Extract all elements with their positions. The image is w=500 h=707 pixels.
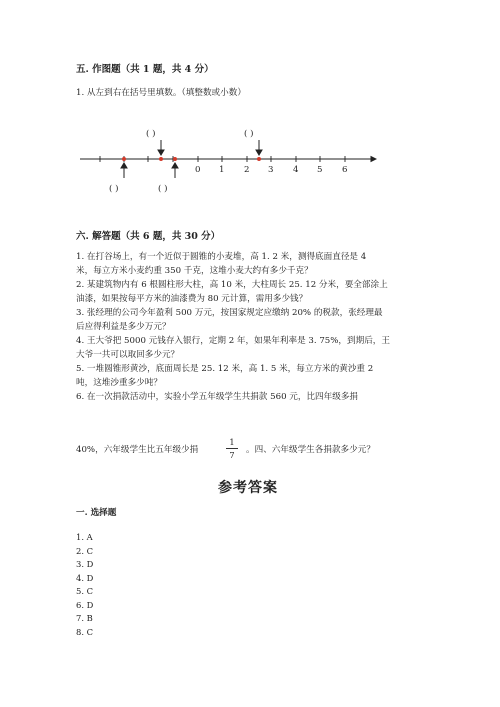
axis-label-0: 0 — [195, 165, 201, 175]
section5-question: 1. 从左到右在括号里填数。（填整数或小数） — [76, 88, 246, 98]
answer-blank-bottom-left: ( ) — [109, 184, 119, 194]
answers-subheading: 一. 选择题 — [76, 508, 117, 518]
axis-label-4: 4 — [293, 165, 299, 175]
problem-line-2: 米，每立方米小麦约重 350 千克，这堆小麦大约有多少千克？ — [76, 266, 313, 276]
answer-item-2: 2. C — [76, 545, 94, 556]
answer-item-4: 4. D — [76, 572, 94, 583]
answer-blank-top-right: ( ) — [244, 129, 254, 139]
answer-item-3: 3. D — [76, 559, 94, 569]
problem-line-6: 后应得利益是多少万元？ — [76, 322, 171, 332]
answer-item-8: 8. C — [76, 626, 94, 637]
fraction-denominator: 7 — [229, 450, 235, 460]
fraction-one-seventh — [226, 437, 238, 460]
problem-line-5: 3. 张经理的公司今年盈利 500 万元，按国家规定应缴纳 20% 的税款，张经理最 — [76, 308, 383, 318]
problem-last-line-before: 40%，六年级学生比五年级少捐 — [76, 445, 199, 455]
axis-label-2: 2 — [244, 165, 250, 175]
problem-line-10: 吨，这堆沙重多少吨？ — [76, 378, 162, 388]
answer-item-6: 6. D — [76, 599, 94, 610]
answer-blank-bottom-right: ( ) — [158, 184, 168, 194]
axis-label-5: 5 — [317, 165, 323, 175]
problem-last-line-after: 。四、六年级学生各捐款多少元？ — [246, 445, 375, 455]
axis-label-3: 3 — [268, 165, 274, 175]
problem-line-9: 5. 一堆圆锥形黄沙，底面周长是 25. 12 米，高 1. 5 米，每立方米的黄沙重 2 — [76, 364, 374, 374]
problem-line-1: 1. 在打谷场上，有一个近似于圆锥的小麦堆，高 1. 2 米，测得底面直径是 4 — [76, 252, 367, 262]
answers-title: 参考答案 — [218, 480, 278, 496]
up-arrow-icons — [121, 163, 178, 178]
down-arrow-icons — [158, 140, 262, 155]
section6-heading: 六. 解答题（共 6 题，共 30 分） — [76, 231, 221, 242]
axis-label-1: 1 — [219, 165, 225, 175]
problem-line-7: 4. 王大爷把 5000 元钱存入银行，定期 2 年，如果年利率是 3. 75%，到期后，王 — [76, 336, 390, 346]
axis-label-6: 6 — [342, 165, 348, 175]
problem-line-4: 油漆，如果按每平方米的油漆费为 80 元计算，需用多少钱？ — [76, 294, 308, 304]
problem-line-8: 大爷一共可以取回多少元？ — [76, 350, 180, 360]
answer-item-5: 5. C — [76, 586, 94, 596]
section5-heading: 五. 作图题（共 1 题，共 4 分） — [76, 64, 214, 75]
answer-item-7: 7. B — [76, 613, 93, 623]
problem-line-11: 6. 在一次捐款活动中，实验小学五年级学生共捐款 560 元，比四年级多捐 — [76, 392, 359, 402]
answer-blank-top-left: ( ) — [146, 129, 156, 139]
answer-item-1: 1. A — [76, 532, 93, 542]
fraction-numerator: 1 — [229, 437, 235, 447]
fraction-bar — [226, 448, 238, 449]
problem-line-3: 2. 某建筑物内有 6 根圆柱形大柱，高 10 米，大柱周长 25. 12 分米，要全部涂上 — [76, 280, 388, 290]
